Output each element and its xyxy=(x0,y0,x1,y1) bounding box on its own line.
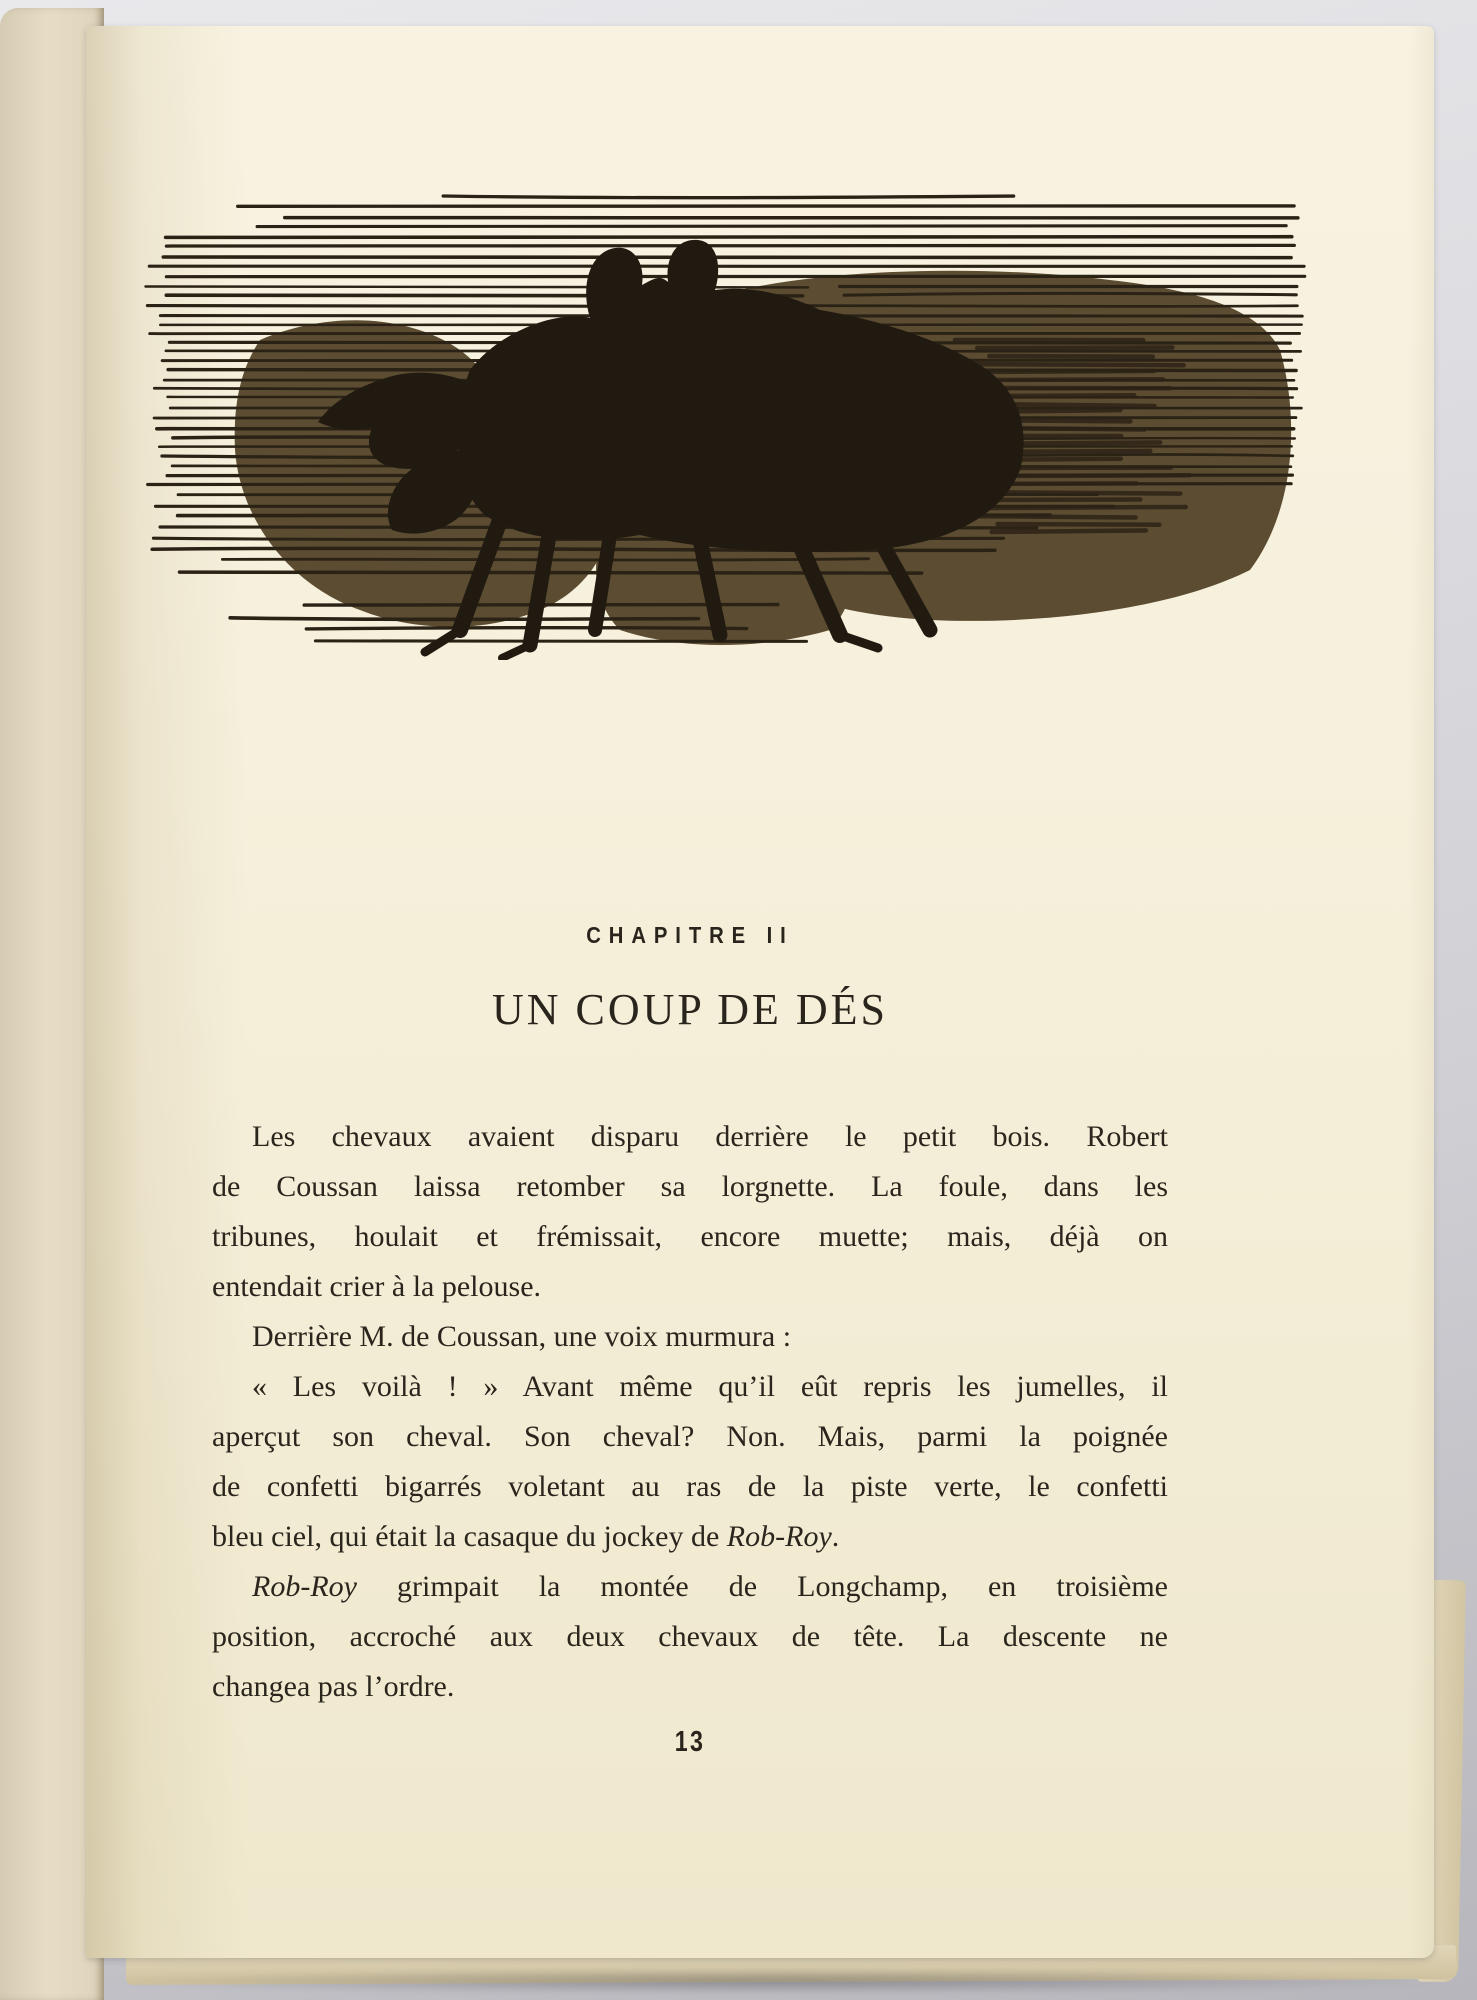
body-line xyxy=(212,1562,1168,1612)
illustration-shape xyxy=(502,645,530,658)
illustration-shape xyxy=(443,196,1013,198)
page-number: 13 xyxy=(674,1726,706,1758)
illustration-shape xyxy=(995,475,1190,476)
body-text-run: Les chevaux avaient disparu derrière le petit bois. Robert xyxy=(252,1120,1168,1153)
body-line xyxy=(212,1162,1168,1212)
illustration-shape xyxy=(844,293,1296,295)
body-line xyxy=(212,1212,1168,1262)
body-line xyxy=(212,1362,1168,1412)
illustration-shape xyxy=(166,237,1292,239)
illustration-shape xyxy=(840,286,1297,287)
illustration-shape xyxy=(166,245,1294,246)
illustration-shape xyxy=(963,371,1154,372)
body-line xyxy=(212,1412,1168,1462)
illustration-shape xyxy=(956,364,1183,365)
illustration-shape xyxy=(992,530,1146,532)
illustration-shape xyxy=(998,524,1160,525)
body-text-run: Derrière M. de Coussan, une voix murmura : xyxy=(252,1320,792,1353)
body-line xyxy=(212,1262,1168,1312)
illustration-shape xyxy=(163,256,1291,258)
illustration-shape xyxy=(315,641,806,642)
body-text-run: grimpait la montée de Longchamp, en troisième xyxy=(356,1570,1168,1603)
illustration-shape xyxy=(975,379,1163,380)
body-line xyxy=(212,1462,1168,1512)
body-text-run: « Les voilà ! » Avant même qu’il eût repris les jumelles, il xyxy=(252,1370,1168,1403)
illustration-shape xyxy=(166,276,1304,277)
illustration-shape xyxy=(993,395,1134,396)
illustration-shape xyxy=(984,507,1186,508)
body-text-run: entendait crier à la pelouse. xyxy=(212,1270,542,1303)
book-drop-shadow xyxy=(90,1968,1460,1994)
body-line xyxy=(212,1612,1168,1662)
body-text-run: tribunes, houlait et frémissait, encore muette; mais, déjà on xyxy=(212,1220,1168,1253)
illustration-horses xyxy=(140,190,1310,660)
illustration-shape xyxy=(783,306,1297,307)
body-text-run: bleu ciel, qui était la casaque du jockey de xyxy=(212,1520,727,1553)
illustration-shape xyxy=(989,356,1152,357)
body-text-italic: Rob-Roy xyxy=(726,1520,832,1553)
illustration-shape xyxy=(238,206,1294,207)
body-text-italic: Rob-Roy xyxy=(252,1570,357,1603)
body-line xyxy=(212,1312,1168,1362)
body-text-run: position, accroché aux deux chevaux de tête. La descente ne xyxy=(212,1620,1168,1653)
body-line xyxy=(212,1662,1168,1712)
body-text-run: aperçut son cheval. Son cheval? Non. Mais, parmi la poignée xyxy=(212,1420,1168,1453)
chapter-title: UN COUP DE DÉS xyxy=(491,985,889,1034)
body-text xyxy=(212,1112,1168,1712)
illustration-shape xyxy=(285,216,1298,218)
illustration-shape xyxy=(840,635,878,648)
body-text-run: de confetti bigarrés voletant au ras de la piste verte, le confetti xyxy=(212,1470,1168,1503)
illustration-shape xyxy=(257,226,1286,227)
body-line xyxy=(212,1112,1168,1162)
body-line xyxy=(212,1512,1168,1562)
body-text-run: changea pas l’ordre. xyxy=(212,1670,455,1703)
body-text-run: de Coussan laissa retomber sa lorgnette. La foule, dans les xyxy=(212,1170,1168,1203)
book-page xyxy=(86,26,1434,1958)
body-text-run: . xyxy=(831,1520,840,1553)
chapter-label: CHAPITRE II xyxy=(586,922,794,948)
